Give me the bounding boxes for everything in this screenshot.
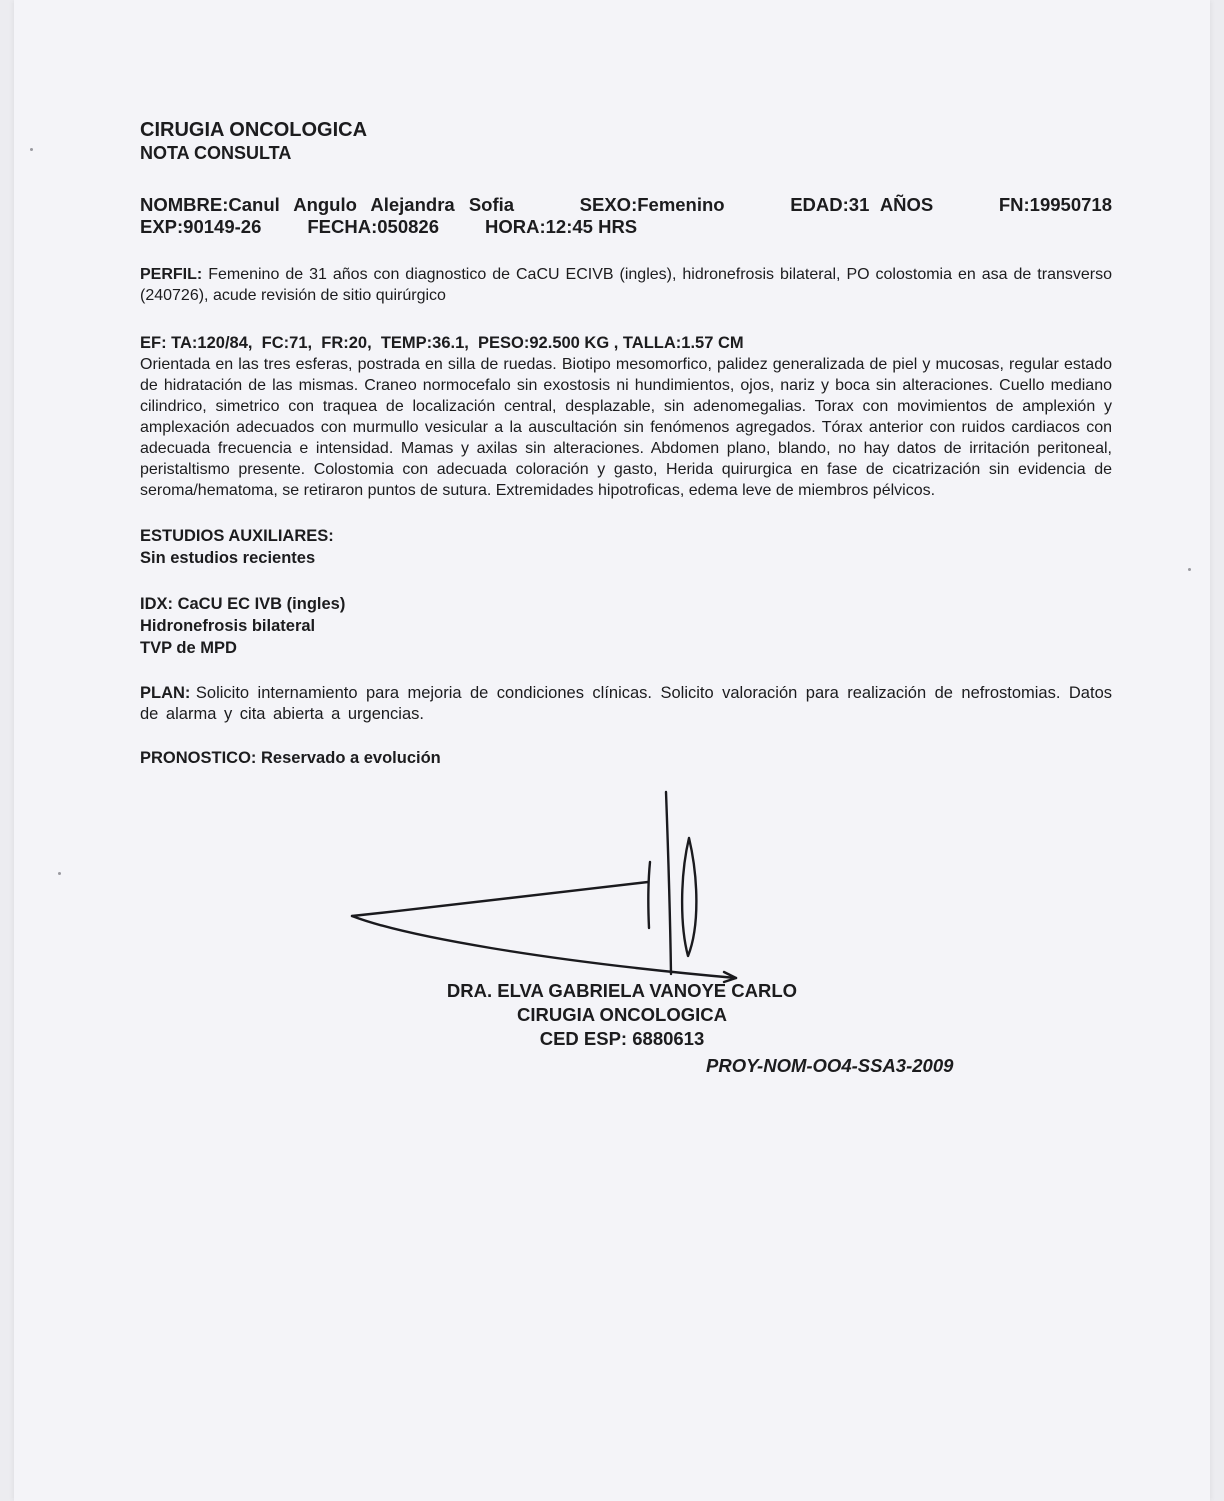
diagnosis-section <box>140 593 1112 659</box>
signer-department: CIRUGIA ONCOLOGICA <box>516 1004 727 1025</box>
physical-exam-section <box>140 332 1112 501</box>
record-number: EXP:90149-26 <box>140 216 262 237</box>
perfil-section <box>140 264 1112 306</box>
auxiliary-studies-label: ESTUDIOS AUXILIARES: <box>140 527 334 545</box>
signer-block <box>394 979 850 1051</box>
auxiliary-studies-text: Sin estudios recientes <box>140 549 316 567</box>
patient-age: EDAD:31 AÑOS <box>790 194 934 215</box>
plan-label: PLAN: <box>140 684 191 702</box>
diagnosis-line: Hidronefrosis bilateral <box>140 617 316 635</box>
speck-mark <box>58 872 61 875</box>
note-body <box>140 118 1112 769</box>
handwritten-signature <box>344 786 764 986</box>
signer-license: CED ESP: 6880613 <box>539 1028 705 1049</box>
patient-info <box>140 194 1112 238</box>
perfil-text: Femenino de 31 años con diagnostico de CaCU ECIVB (ingles), hidronefrosis bilateral, PO colostomia en asa de transverso (240726), acude revisión de sitio quirúrgico <box>140 266 1112 304</box>
diagnosis-line: IDX: CaCU EC IVB (ingles) <box>140 595 346 613</box>
plan-text: Solicito internamiento para mejoria de condiciones clínicas. Solicito valoración para realización de nefrostomias. Datos de alarma y cita abierta a urgencias. <box>140 684 1112 723</box>
note-type-title: NOTA CONSULTA <box>140 143 292 163</box>
speck-mark <box>30 148 33 151</box>
document-page <box>14 0 1210 1501</box>
consult-date: FECHA:050826 <box>307 216 439 237</box>
speck-mark <box>1188 568 1191 571</box>
prognosis-label: PRONOSTICO: <box>140 749 257 767</box>
department-title: CIRUGIA ONCOLOGICA <box>140 119 368 141</box>
plan-section <box>140 683 1112 725</box>
patient-row-1 <box>140 194 1112 216</box>
auxiliary-studies-section <box>140 525 1112 569</box>
patient-row-2 <box>140 216 1112 238</box>
patient-birthdate: FN:19950718 <box>998 194 1112 215</box>
perfil-label: PERFIL: <box>140 266 203 283</box>
diagnosis-line: TVP de MPD <box>140 639 237 657</box>
patient-sex: SEXO:Femenino <box>579 194 725 215</box>
norm-reference: PROY-NOM-OO4-SSA3-2009 <box>706 1055 954 1076</box>
consult-time: HORA:12:45 HRS <box>485 216 638 237</box>
vital-signs: EF: TA:120/84, FC:71, FR:20, TEMP:36.1, PESO:92.500 KG , TALLA:1.57 CM <box>140 334 744 352</box>
signer-name: DRA. ELVA GABRIELA VANOYE CARLO <box>446 980 798 1001</box>
patient-name: NOMBRE:Canul Angulo Alejandra Sofia <box>140 194 515 215</box>
prognosis-text: Reservado a evolución <box>261 749 441 767</box>
physical-exam-text: Orientada en las tres esferas, postrada en silla de ruedas. Biotipo mesomorfico, palidez generalizada de piel y mucosas, regular estado de hidratación de las mismas. Craneo normocefalo sin exostosis ni hundimientos, ojos, nariz y boca sin alteraciones. Cuello mediano cilindrico, simetrico con traquea de localización central, desplazable, sin adenomegalias. Torax con movimientos de amplexión y amplexación adecuados con murmullo vesicular a la auscultación sin fenómenos agregados. Tórax anterior con ruidos cardiacos con adecuada frecuencia e intensidad. Mamas y axilas sin alteraciones. Abdomen plano, blando, no hay datos de irritación peritoneal, peristaltismo presente. Colostomia con adecuada coloración y gasto, Herida quirurgica en fase de cicatrización sin evidencia de seroma/hematoma, se retiraron puntos de sutura. Extremidades hipotroficas, edema leve de miembros pélvicos. <box>140 356 1112 499</box>
prognosis-section <box>140 747 1112 769</box>
